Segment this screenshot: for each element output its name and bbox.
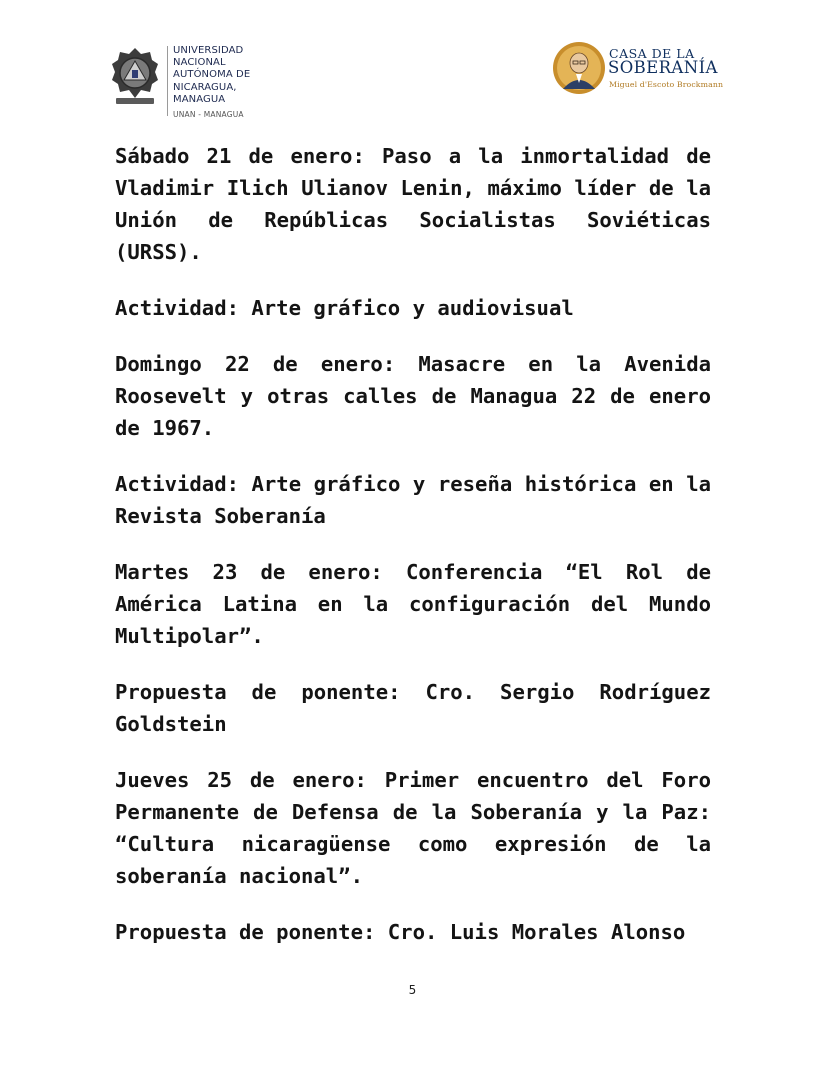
paragraph: Domingo 22 de enero: Masacre en la Avenida Roosevelt y otras calles de Managua 22 de enero de 1967. (115, 352, 711, 440)
paragraph: Actividad: Arte gráfico y audiovisual (115, 296, 574, 320)
page-number: 5 (408, 983, 417, 997)
unan-subtitle: UNAN - MANAGUA (173, 110, 244, 119)
paragraph: Martes 23 de enero: Conferencia “El Rol de América Latina en la configuración del Mundo Multipolar”. (115, 560, 711, 648)
unan-name-line: NACIONAL (173, 57, 226, 69)
paragraph: Propuesta de ponente: Cro. Sergio Rodríguez Goldstein (115, 680, 711, 736)
unan-name-line: NICARAGUA, (173, 81, 237, 93)
portrait-seal-icon (552, 41, 606, 95)
paragraph: Jueves 25 de enero: Primer encuentro del Foro Permanente de Defensa de la Soberanía y la Paz: “Cultura nicaragüense como expresión de la soberanía nacional”. (115, 768, 711, 888)
unan-name-line: MANAGUA (173, 93, 226, 105)
casa-title-line1: CASA DE LA (609, 46, 695, 61)
unan-crest-icon (110, 46, 160, 108)
unan-name-line: AUTÓNOMA DE (173, 69, 251, 81)
paragraph: Propuesta de ponente: Cro. Luis Morales Alonso (115, 920, 686, 944)
unan-logo (110, 44, 290, 124)
casa-title-line2: SOBERANÍA (608, 58, 718, 77)
paragraph: Actividad: Arte gráfico y reseña histórica en la Revista Soberanía (115, 472, 711, 528)
unan-name (173, 45, 250, 106)
casa-subtitle: Miguel d'Escoto Brockmann (609, 80, 724, 89)
casa-soberania-logo (552, 40, 722, 96)
paragraph: Sábado 21 de enero: Paso a la inmortalidad de Vladimir Ilich Ulianov Lenin, máximo líder de la Unión de Repúblicas Socialistas Soviéticas (URSS). (115, 144, 711, 264)
document-body (115, 140, 711, 972)
logo-divider (167, 46, 168, 116)
unan-name-line: UNIVERSIDAD (173, 45, 244, 56)
